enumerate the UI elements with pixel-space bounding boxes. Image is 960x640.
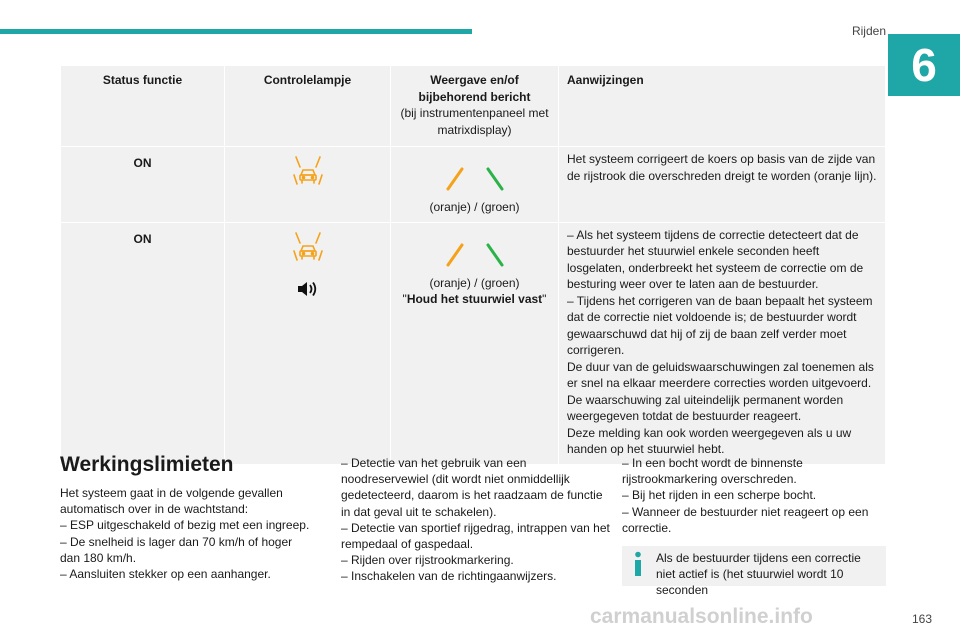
chapter-number: 6	[888, 34, 960, 96]
limits-intro: Het systeem gaat in de volgende gevallen automatisch over in de wachtstand:	[60, 486, 283, 517]
list-item: – Detectie van het gebruik van een noodreservewiel (dit wordt niet onmiddellijk gedetecteerd, daarom is het raadzaam de functie in dat geval uit te schakelen).	[341, 456, 603, 519]
note-paragraph: – Als het systeem tijdens de correctie detecteert dat de bestuurder het stuurwiel enkele seconden heeft losgelaten, onderbreekt het systeem de correctie om de besturing weer over te laten aan de bestuurder.	[567, 227, 864, 291]
info-box	[622, 546, 886, 598]
speaker-sound-icon	[296, 279, 320, 299]
limits-column-1	[60, 452, 310, 582]
limits-column-2	[341, 455, 611, 585]
list-item: – Bij het rijden in een scherpe bocht.	[622, 488, 817, 503]
table-header-row	[61, 66, 886, 147]
col-header-display-sub: (bij instrumentenpaneel met matrixdisplay)	[400, 106, 549, 137]
list-item: – In een bocht wordt de binnenste rijstrookmarkering overschreden.	[622, 456, 803, 487]
function-status-table	[60, 65, 886, 465]
table-row	[61, 222, 886, 464]
list-item: – ESP uitgeschakeld of bezig met een ingreep.	[60, 518, 310, 533]
note-paragraph: – Tijdens het corrigeren van de baan bepaalt het systeem dat de correctie niet voldoende is; de bestuurder wordt gewaarschuwd dat hij of zij de baan zelf verder moet corrigeren.	[567, 293, 873, 357]
display-cell	[391, 147, 559, 223]
status-cell: ON	[61, 147, 225, 223]
note-paragraph: De duur van de geluidswaarschuwingen zal toenemen als er snel na elkaar meerdere correcties worden uitgevoerd. De waarschuwing zal uiteindelijk permanent worden weergegeven totdat de bestuurder reageert.	[567, 359, 874, 423]
note-paragraph: Deze melding kan ook worden weergegeven als u uw handen op het stuurwiel hebt.	[567, 425, 852, 456]
display-cell	[391, 222, 559, 464]
lamp-cell	[225, 147, 391, 223]
list-item: – Detectie van sportief rijgedrag, intrappen van het rempedaal of gaspedaal.	[341, 520, 610, 552]
col-header-status: Status functie	[61, 66, 225, 147]
notes-cell	[559, 222, 886, 464]
list-item: – Rijden over rijstrookmarkering.	[341, 553, 514, 568]
display-color-label: (oranje) / (groen)	[429, 275, 520, 290]
display-message-text: Houd het stuurwiel vast	[406, 292, 543, 306]
status-cell: ON	[61, 222, 225, 464]
header-accent-bar	[0, 29, 472, 34]
display-message: "Houd het stuurwiel vast"	[402, 292, 547, 306]
list-item: – Inschakelen van de richtingaanwijzers.	[341, 569, 557, 584]
section-label: Rijden	[851, 24, 886, 38]
list-item: – De snelheid is lager dan 70 km/h of hoger dan 180 km/h.	[60, 534, 293, 565]
limits-column-3	[622, 455, 886, 598]
info-text: Als de bestuurder tijdens een correctie niet actief is (het stuurwiel wordt 10 seconden	[656, 551, 861, 598]
lamp-cell	[225, 222, 391, 464]
col-header-lamp: Controlelampje	[225, 66, 391, 147]
col-header-notes: Aanwijzingen	[559, 66, 886, 147]
list-item: – Wanneer de bestuurder niet reageert op een correctie.	[622, 504, 869, 535]
lane-keep-warning-icon	[291, 153, 325, 187]
table-row	[61, 147, 886, 223]
info-icon	[631, 551, 645, 577]
list-item: – Aansluiten stekker op een aanhanger.	[60, 567, 271, 582]
watermark: carmanualsonline.info	[590, 605, 813, 628]
col-header-display	[391, 66, 559, 147]
col-header-display-title: Weergave en/of bijbehorend bericht	[418, 73, 531, 104]
display-color-label: (oranje) / (groen)	[429, 200, 520, 214]
lane-lines-icon	[444, 167, 506, 191]
lane-keep-warning-icon	[291, 229, 325, 263]
notes-cell: Het systeem corrigeert de koers op basis van de zijde van de rijstrook die overschreden dreigt te worden (oranje lijn).	[559, 147, 886, 223]
page-number: 163	[911, 612, 932, 626]
section-heading: Werkingslimieten	[60, 453, 234, 476]
lane-lines-icon	[444, 243, 506, 267]
